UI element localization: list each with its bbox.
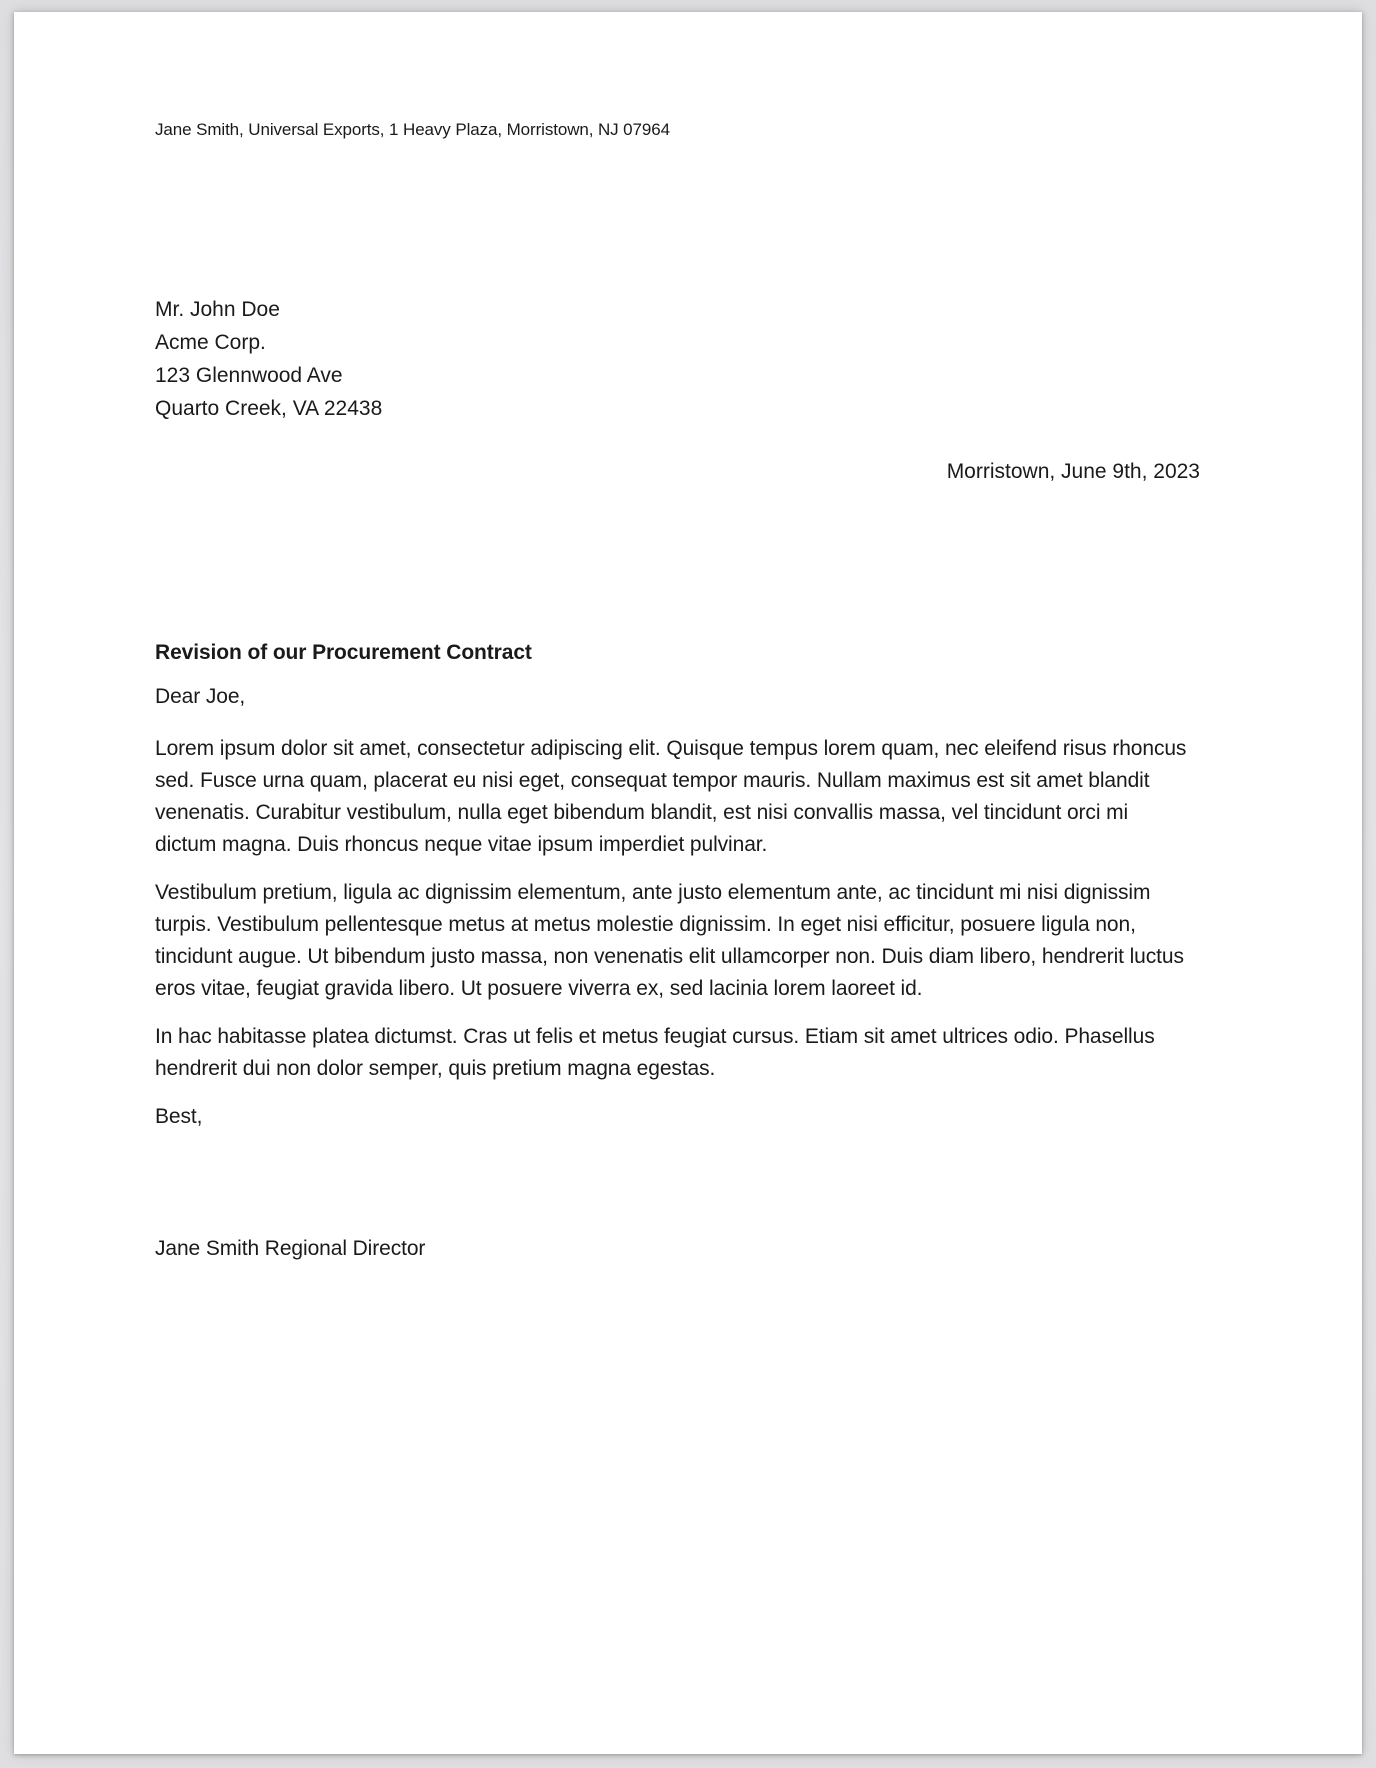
subject-line: Revision of our Procurement Contract (155, 641, 532, 664)
salutation: Dear Joe, (155, 685, 246, 708)
body-paragraph: Lorem ipsum dolor sit amet, consectetur adipiscing elit. Quisque tempus lorem quam, nec eleifend risus rhoncus sed. Fusce urna quam, placerat eu nisi eget, consequat tempor mauris. Nullam maximus est sit amet blandit venenatis. Curabitur vestibulum, nulla eget bibendum blandit, est nisi convallis massa, vel tincidunt orci mi dictum magna. Duis rhoncus neque vitae ipsum imperdiet pulvinar. (155, 737, 1187, 856)
recipient-company: Acme Corp. (155, 331, 266, 354)
sender-line: Jane Smith, Universal Exports, 1 Heavy Plaza, Morristown, NJ 07964 (155, 120, 670, 139)
recipient-street: 123 Glennwood Ave (155, 364, 343, 387)
closing: Best, (155, 1105, 203, 1128)
body-paragraph: In hac habitasse platea dictumst. Cras ut felis et metus feugiat cursus. Etiam sit amet ultrices odio. Phasellus hendrerit dui non dolor semper, quis pretium magna egestas. (155, 1025, 1155, 1080)
recipient-city: Quarto Creek, VA 22438 (155, 397, 383, 420)
body-paragraph: Vestibulum pretium, ligula ac dignissim elementum, ante justo elementum ante, ac tincidunt mi nisi dignissim turpis. Vestibulum pellentesque metus at metus molestie dignissim. In eget nisi efficitur, posuere ligula non, tincidunt augue. Ut bibendum justo massa, non venenatis elit ullamcorper non. Duis diam libero, hendrerit luctus eros vitae, feugiat gravida libero. Ut posuere viverra ex, sed lacinia lorem laoreet id. (155, 881, 1184, 1000)
letter-sheet (14, 12, 1362, 1754)
signature: Jane Smith Regional Director (155, 1237, 426, 1260)
date-line: Morristown, June 9th, 2023 (946, 460, 1200, 483)
recipient-name: Mr. John Doe (155, 298, 280, 321)
letter-body (155, 637, 1190, 1265)
recipient-block (155, 293, 382, 425)
